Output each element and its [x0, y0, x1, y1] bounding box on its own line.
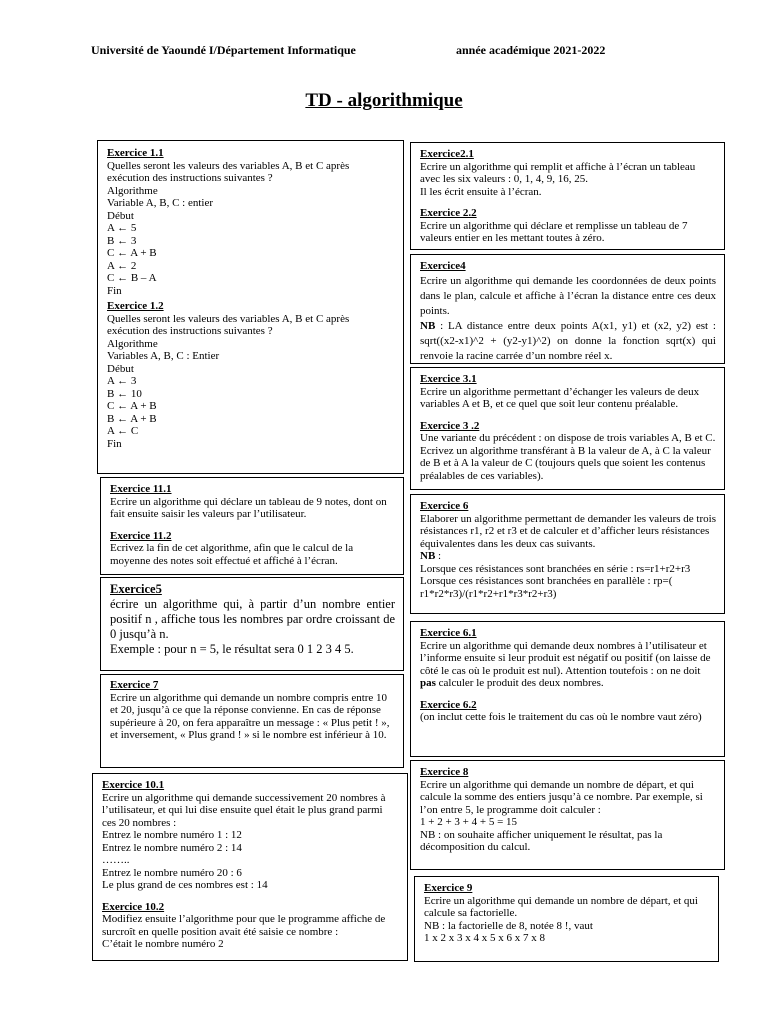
- exercise-6-series: Lorsque ces résistances sont branchées en série : rs=r1+r2+r3: [420, 562, 691, 575]
- exercise-10-1-title: Exercice 10.1: [102, 779, 165, 791]
- code-line: B ← A + B: [107, 412, 157, 425]
- code-line: Fin: [107, 437, 122, 450]
- exercise-6-parallel: Lorsque ces résistances sont branchées en parallèle : rp=( r1*r2*r3)/(r1*r2+r1*r3*r2+r3): [420, 575, 673, 600]
- exercise-11-2-title: Exercice 11.2: [110, 529, 172, 542]
- box-exercise-4: [410, 254, 725, 364]
- exercise-7-title: Exercice 7: [110, 679, 159, 691]
- exercise-6-text: Elaborer un algorithme permettant de demander les valeurs de trois résistances r1, r2 et r3 et de calculer et d’afficher leurs résistances équivalentes dans les deux cas suivants.: [420, 512, 716, 550]
- box-exercise-2: [410, 142, 725, 250]
- code-line: A ← C: [107, 425, 139, 437]
- example-line: Entrez le nombre numéro 20 : 6: [102, 866, 242, 879]
- exercise-9-product: 1 x 2 x 3 x 4 x 5 x 6 x 7 x 8: [424, 932, 545, 944]
- box-exercise-8: [410, 760, 725, 870]
- code-line: Variable A, B, C : entier: [107, 197, 214, 209]
- example-line: Le plus grand de ces nombres est : 14: [102, 879, 268, 891]
- header-academic-year: année académique 2021-2022: [456, 43, 606, 57]
- code-line: C ← A + B: [107, 247, 157, 259]
- exercise-9-title: Exercice 9: [424, 882, 473, 894]
- exercise-5-text: écrire un algorithme qui, à partir d’un nombre entier positif n , affiche tous les nombres par ordre croissant de 0 jusqu’à n.: [110, 597, 395, 641]
- nb-label: NB: [420, 320, 436, 332]
- emphasis-pas: pas: [420, 677, 436, 689]
- exercise-6-2-title: Exercice 6.2: [420, 698, 477, 711]
- exercise-9-note: NB : la factorielle de 8, notée 8 !, vaut: [424, 919, 593, 932]
- exercise-9-text: Ecrire un algorithme qui demande un nombre de départ, et qui calcule sa factorielle.: [424, 894, 698, 919]
- example-line: Entrez le nombre numéro 2 : 14: [102, 841, 242, 854]
- exercise-3-2-text: Une variante du précédent : on dispose de trois variables A, B et C. Ecrivez un algorithme transférant à B la valeur de A, à C la valeur de B et à A la valeur de C (toujours quels que soient les contenus préalables de ces variables).: [420, 432, 716, 482]
- box-exercise-9: [414, 876, 719, 962]
- exercise-3-2-title: Exercice 3 .2: [420, 419, 480, 432]
- box-exercise-6-1: [410, 621, 725, 757]
- exercise-2-1-text: Ecrire un algorithme qui remplit et affiche à l’écran un tableau avec les six valeurs : 0, 1, 4, 9, 16, 25.: [420, 160, 696, 185]
- exercise-6-1-text-a: Ecrire un algorithme qui demande deux nombres à l’utilisateur et l’informe ensuite si leur produit est négatif ou positif (on laisse de côté le cas où le produit est nul). Attention toutefois : on ne doit: [420, 639, 711, 677]
- code-line: Quelles seront les valeurs des variables A, B et C après: [107, 312, 350, 325]
- exercise-7-text: Ecrire un algorithme qui demande un nombre compris entre 10 et 20, jusqu’à ce que la réponse convienne. En cas de réponse supérieure à 20, on fera apparaître un message : « Plus petit ! », et inversement, « Plus grand ! » si le nombre est inférieur à 10.: [110, 691, 390, 741]
- code-line: B ← 3: [107, 234, 137, 247]
- exercise-5-title: Exercice5: [110, 582, 162, 596]
- code-line: A ← 5: [107, 222, 137, 234]
- exercise-5-example: Exemple : pour n = 5, le résultat sera 0 1 2 3 4 5.: [110, 642, 354, 656]
- exercise-11-1-text: Ecrire un algorithme qui déclare un tableau de 9 notes, dont on fait ensuite saisir les valeurs par l’utilisateur.: [110, 495, 387, 520]
- code-line: A ← 3: [107, 375, 137, 387]
- code-line: Début: [107, 362, 134, 375]
- exercise-1-1-lines: [107, 160, 395, 298]
- exercise-8-text: Ecrire un algorithme qui demande un nombre de départ, et qui calcule la somme des entiers jusqu’à ce nombre. Par exemple, si l’on entre 5, le programme doit calculer :: [420, 778, 703, 816]
- exercise-11-1-title: Exercice 11.1: [110, 483, 172, 495]
- code-line: C ← A + B: [107, 400, 157, 412]
- exercise-6-nb: [420, 550, 716, 563]
- exercise-3-1-title: Exercice 3.1: [420, 373, 477, 385]
- exercise-2-1-text-b: Il les écrit ensuite à l’écran.: [420, 185, 542, 198]
- exercise-11-2-text: Ecrivez la fin de cet algorithme, afin que le calcul de la moyenne des notes soit effectué et affiché à l’écran.: [110, 542, 354, 567]
- nb-label: NB: [420, 550, 436, 562]
- code-line: Algorithme: [107, 184, 158, 197]
- header-university: Université de Yaoundé I/Département Informatique: [91, 43, 356, 57]
- box-exercise-3: [410, 367, 725, 490]
- exercise-4-note-text: : LA distance entre deux points A(x1, y1) et (x2, y2) est : sqrt((x2-x1)^2 + (y2-y1)^2) on donne la fonction sqrt(x) qui renvoie la racine carrée d’un nombre réel x.: [420, 320, 716, 362]
- exercise-8-sum: 1 + 2 + 3 + 4 + 5 = 15: [420, 816, 518, 828]
- box-exercise-7: [100, 674, 404, 768]
- exercise-1-1-title: Exercice 1.1: [107, 147, 164, 159]
- exercise-6-1-title: Exercice 6.1: [420, 627, 477, 639]
- exercise-6-title: Exercice 6: [420, 500, 469, 512]
- exercise-4-note: [420, 319, 716, 364]
- exercise-6-1-text-c: calculer le produit des deux nombres.: [435, 677, 604, 689]
- code-line: Variables A, B, C : Entier: [107, 350, 220, 362]
- exercise-2-2-text: Ecrire un algorithme qui déclare et remplisse un tableau de 7 valeurs entier en les mettant toutes à zéro.: [420, 219, 688, 244]
- box-exercise-6: [410, 494, 725, 614]
- exercise-2-2-title: Exercice 2.2: [420, 207, 477, 219]
- code-line: Fin: [107, 284, 122, 297]
- nb-colon: :: [435, 550, 442, 562]
- code-line: exécution des instructions suivantes ?: [107, 172, 273, 184]
- exercise-1-2-title: Exercice 1.2: [107, 300, 164, 312]
- code-line: exécution des instructions suivantes ?: [107, 325, 273, 337]
- code-line: Début: [107, 209, 134, 222]
- box-exercise-1: [97, 140, 404, 474]
- exercise-10-2-text: Modifiez ensuite l’algorithme pour que le programme affiche de surcroît en quelle position avait été saisie ce nombre :: [102, 913, 386, 938]
- code-line: Quelles seront les valeurs des variables A, B et C après: [107, 159, 350, 172]
- exercise-8-title: Exercice 8: [420, 766, 469, 778]
- code-line: B ← 10: [107, 387, 142, 400]
- code-line: Algorithme: [107, 337, 158, 350]
- exercise-10-1-text: Ecrire un algorithme qui demande successivement 20 nombres à l’utilisateur, et qui lui dise ensuite quel était le plus grand parmi ces 20 nombres :: [102, 791, 386, 829]
- box-exercise-5: [100, 577, 404, 671]
- exercise-1-2-lines: [107, 313, 395, 451]
- exercise-6-1-text: [420, 640, 716, 690]
- code-line: C ← B – A: [107, 272, 157, 284]
- exercise-4-title: Exercice4: [420, 260, 466, 272]
- box-exercise-11: [100, 477, 404, 575]
- example-line: ……..: [102, 854, 130, 866]
- page-title: TD - algorithmique: [305, 90, 463, 111]
- box-exercise-10: [92, 773, 408, 961]
- code-line: A ← 2: [107, 259, 137, 272]
- exercise-4-text: Ecrire un algorithme qui demande les coordonnées de deux points dans le plan, calcule et affiche à l’écran la distance entre ces deux points.: [420, 275, 716, 317]
- exercise-6-2-text: (on inclut cette fois le traitement du cas où le nombre vaut zéro): [420, 711, 702, 723]
- exercise-3-1-text: Ecrire un algorithme permettant d’échanger les valeurs de deux variables A et B, et ce quel que soit leur contenu préalable.: [420, 385, 700, 410]
- exercise-2-1-title: Exercice2.1: [420, 148, 474, 160]
- exercise-10-2-title: Exercice 10.2: [102, 900, 165, 913]
- example-line: Entrez le nombre numéro 1 : 12: [102, 829, 242, 841]
- exercise-8-note: NB : on souhaite afficher uniquement le résultat, pas la décomposition du calcul.: [420, 828, 663, 853]
- exercise-10-2-example: C’était le nombre numéro 2: [102, 938, 224, 950]
